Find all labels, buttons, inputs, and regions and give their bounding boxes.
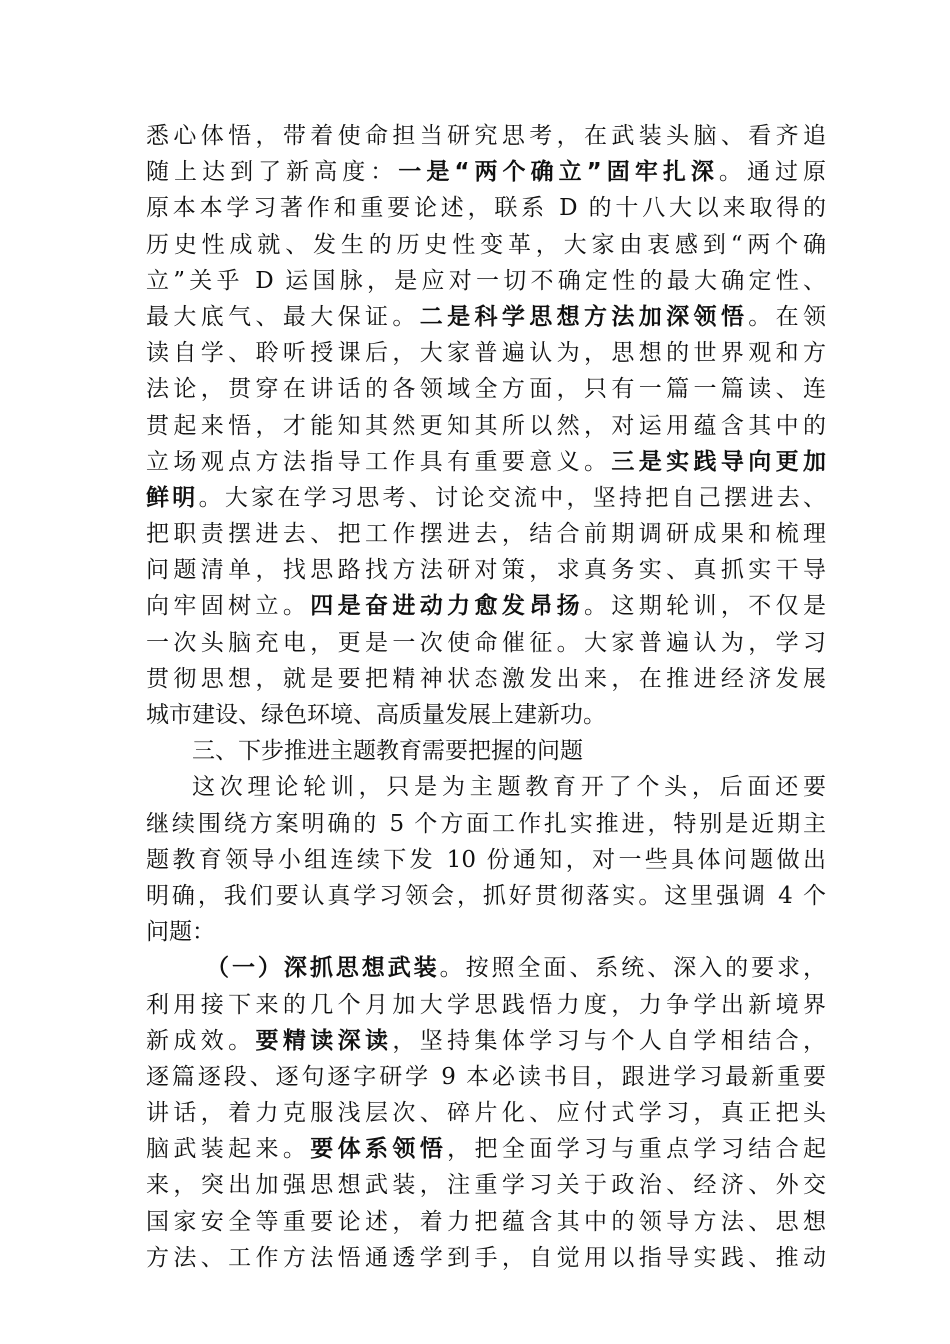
text-run: 这次理论轮训，只是为主题教育开了个头，后面还要 [192,774,826,801]
text-run: 题教育领导小组连续下发 10 份通知，对一些具体问题做出 [146,846,826,873]
paragraph-line [146,987,826,1023]
bold-phrase: 二是科学思想方法加深领悟 [419,303,749,330]
paragraph-line [146,371,826,407]
text-run: 新成效。 [146,1027,256,1054]
text-run: 。大家在学习思考、讨论交流中，坚持把自己摆进去、 [198,484,827,511]
text-run: 原本本学习著作和重要论述，联系 D 的十八大以来取得的 [146,195,826,222]
text-run: 立场观点方法指导工作具有重要意义。 [146,448,612,475]
paragraph-line [146,1059,826,1095]
text-run: 逐篇逐段、逐句逐字研学 9 本必读书目，跟进学习最新重要 [146,1063,826,1090]
paragraph-line [146,299,826,335]
bold-phrase: 要精读深读 [255,1027,393,1054]
text-run: 贯彻思想，就是要把精神状态激发出来，在推进经济发展 [146,665,826,692]
paragraph-line [146,444,826,480]
paragraph-line [146,950,826,986]
text-run: 国家安全等重要论述，着力把蕴含其中的领导方法、思想 [146,1208,826,1235]
text-run: 立”关乎 D 运国脉，是应对一切不确定性的最大确定性、 [146,267,826,294]
text-run: 问题： [146,919,215,946]
text-run: 利用接下来的几个月加大学思践悟力度，力争学出新境界 [146,991,826,1018]
text-run: 贯起来悟，才能知其然更知其所以然，对运用蕴含其中的 [146,412,826,439]
bold-phrase: 鲜明 [146,484,199,511]
text-run: 城市建设、绿色环境、高质量发展上建新功。 [146,702,606,728]
paragraph-line [146,154,826,190]
text-run: 来，突出加强思想武装，注重学习关于政治、经济、外交 [146,1172,826,1199]
text-run: 把职责摆进去、把工作摆进去，结合前期调研成果和梳理 [146,521,826,548]
paragraph-line [146,1204,826,1240]
bold-phrase: 三是实践导向更加 [611,448,826,475]
text-run: 最大底气、最大保证。 [146,303,420,330]
text-run: 继续围绕方案明确的 5 个方面工作扎实推进，特别是近期主 [146,810,826,837]
text-run: 法论，贯穿在讲话的各领域全方面，只有一篇一篇读、连 [146,376,826,403]
text-run: 。通过原 [718,159,827,186]
text-run: 。在领 [748,303,826,330]
bold-phrase: 一是“两个确立”固牢扎深 [398,159,719,186]
paragraph-line [146,914,826,950]
paragraph-line [146,552,826,588]
text-run: 一次头脑充电，更是一次使命催征。大家普遍认为，学习 [146,629,826,656]
paragraph-line [146,769,826,805]
text-run: 悉心体悟，带着使命担当研究思考，在武装头脑、看齐追 [146,123,826,149]
text-run: 方法、工作方法悟通透学到手，自觉用以指导实践、推动 [146,1244,826,1271]
text-run: 历史性成就、发生的历史性变革，大家由衷感到“两个确 [146,231,826,258]
paragraph-line [146,227,826,263]
bold-phrase: 四是奋进动力愈发昂扬 [310,593,584,620]
paragraph-line [146,335,826,371]
paragraph-line [146,588,826,624]
text-run: 问题清单，找思路找方法研对策，求真务实、真抓实干导 [146,557,826,584]
text-run: 。按照全面、系统、深入的要求， [439,955,827,982]
paragraph-line [146,878,826,914]
paragraph-line [146,516,826,552]
paragraph-line [146,806,826,842]
bold-phrase: 要体系领悟 [310,1136,448,1163]
text-run: ，把全面学习与重点学习结合起 [447,1136,826,1163]
text-run: ，坚持集体学习与个人自学相结合， [392,1027,826,1054]
text-run: 明确，我们要认真学习领会，抓好贯彻落实。这里强调 4 个 [146,882,826,909]
paragraph-line [146,842,826,878]
paragraph-line [146,1023,826,1059]
paragraph-line [146,697,826,733]
paragraph-line [146,1131,826,1167]
paragraph-line [146,408,826,444]
paragraph-line [146,1240,826,1276]
paragraph-line [146,625,826,661]
paragraph-line [146,480,826,516]
text-run: 脑武装起来。 [146,1136,311,1163]
paragraph-line [146,1095,826,1131]
text-run: 三、下步推进主题教育需要把握的问题 [192,738,583,765]
paragraph-line [146,661,826,697]
text-run: 读自学、聆听授课后，大家普遍认为，思想的世界观和方 [146,340,826,367]
paragraph-line [146,118,826,154]
section-heading [146,733,826,769]
bold-phrase: （一）深抓思想武装 [206,955,440,982]
text-run: 讲话，着力克服浅层次、碎片化、应付式学习，真正把头 [146,1100,826,1127]
paragraph-line [146,1167,826,1203]
text-run: 向牢固树立。 [146,593,311,620]
text-run: 随上达到了新高度： [146,159,399,186]
paragraph-line [146,190,826,226]
paragraph-line [146,263,826,299]
document-body [146,118,826,1276]
text-run: 。这期轮训，不仅是 [584,593,826,620]
